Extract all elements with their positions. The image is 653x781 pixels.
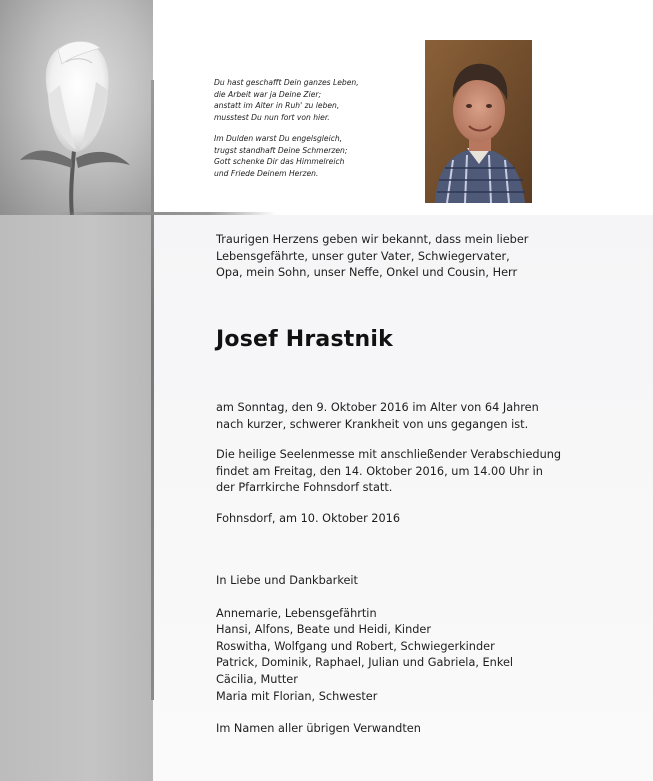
rose-image-panel <box>0 0 153 215</box>
death-notice-line: am Sonntag, den 9. Oktober 2016 im Alter von 64 Jahren <box>216 401 539 414</box>
mourner-line: Cäcilia, Mutter <box>216 672 298 686</box>
poem-line: Gott schenke Dir das Himmelreich <box>214 157 345 166</box>
poem-line: Im Dulden warst Du engelsgleich, <box>214 134 343 143</box>
mass-notice-line: der Pfarrkirche Fohnsdorf statt. <box>216 481 393 495</box>
mourner-line: Maria mit Florian, Schwester <box>216 689 378 703</box>
death-notice-line: nach kurzer, schwerer Krankheit von uns gegangen ist. <box>216 417 529 431</box>
mourner-line: Hansi, Alfons, Beate und Heidi, Kinder <box>216 623 431 637</box>
portrait-image <box>425 40 532 203</box>
poem-line: anstatt im Alter in Ruh' zu leben, <box>214 101 340 110</box>
mourner-line: Patrick, Dominik, Raphael, Julian und Gabriela, Enkel <box>216 656 514 670</box>
mourner-line: Roswitha, Wolfgang und Robert, Schwiegerkinder <box>216 639 495 653</box>
white-rose-icon <box>0 0 153 215</box>
mourner-line: Annemarie, Lebensgefährtin <box>216 606 377 620</box>
poem-line: musstest Du nun fort von hier. <box>214 112 330 122</box>
poem-line: trugst standhaft Deine Schmerzen; <box>214 145 348 155</box>
vertical-divider <box>151 80 154 700</box>
poem-line: Du hast geschafft Dein ganzes Leben, <box>214 78 359 87</box>
deceased-name: Josef Hrastnik <box>216 327 393 352</box>
horizontal-divider <box>56 212 276 215</box>
intro-line: Traurigen Herzens geben wir bekannt, dass mein lieber <box>216 233 529 246</box>
intro-line: Lebensgefährte, unser guter Vater, Schwiegervater, <box>216 249 510 263</box>
sidebar-gray-panel <box>0 215 153 781</box>
memorial-poem <box>214 77 414 179</box>
closing-section <box>216 573 513 738</box>
relatives-line: Im Namen aller übrigen Verwandten <box>216 722 421 736</box>
mass-notice-line: findet am Freitag, den 14. Oktober 2016, um 14.00 Uhr in <box>216 464 543 478</box>
closing-line: In Liebe und Dankbarkeit <box>216 574 358 587</box>
announcement-intro <box>216 232 528 282</box>
mass-notice-line: Die heilige Seelenmesse mit anschließender Verabschiedung <box>216 448 562 462</box>
portrait-photo <box>425 40 532 203</box>
notice-details <box>216 400 561 528</box>
poem-line: und Friede Deinem Herzen. <box>214 168 319 178</box>
intro-line: Opa, mein Sohn, unser Neffe, Onkel und Cousin, Herr <box>216 266 518 280</box>
poem-line: die Arbeit war ja Deine Zier; <box>214 89 322 99</box>
place-date: Fohnsdorf, am 10. Oktober 2016 <box>216 511 401 525</box>
